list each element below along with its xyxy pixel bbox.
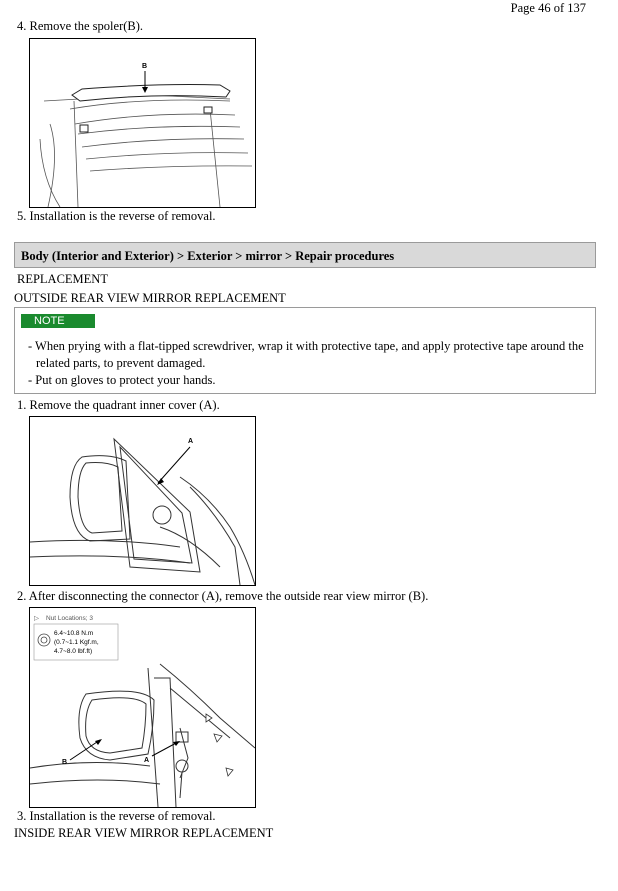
quadrant-cover-illustration	[30, 417, 255, 585]
step-installation-reverse: 5. Installation is the reverse of removal.	[17, 209, 216, 223]
figure1-label-b: B	[142, 63, 148, 70]
legend-title: Nut Locations; 3	[46, 615, 93, 622]
heading-inside-mirror: INSIDE REAR VIEW MIRROR REPLACEMENT	[14, 826, 274, 840]
figure3-label-b: B	[62, 759, 68, 766]
spoiler-figure	[29, 38, 256, 208]
torque-line1: 6.4~10.8 N.m	[54, 630, 94, 637]
step-installation-reverse-mirror: 3. Installation is the reverse of removal.	[17, 809, 216, 823]
page-number: Page 46 of 137	[510, 1, 586, 15]
note-badge: NOTE	[21, 314, 95, 328]
torque-nut-icon	[38, 634, 50, 646]
nut-legend	[34, 615, 118, 660]
figure2-label-a: A	[188, 438, 194, 445]
note-box	[14, 307, 596, 394]
outside-mirror-illustration	[30, 608, 255, 807]
figure3-label-a: A	[144, 757, 150, 764]
note-item-gloves: - Put on gloves to protect your hands.	[28, 373, 216, 387]
legend-nut-icon: ▷	[34, 615, 39, 622]
note-item-prying-cont: related parts, to prevent damaged.	[36, 356, 206, 370]
outside-mirror-figure	[29, 607, 256, 808]
step-remove-quadrant-cover: 1. Remove the quadrant inner cover (A).	[17, 398, 220, 412]
torque-line3: 4.7~8.0 lbf.ft)	[54, 648, 93, 655]
step-remove-spoiler: 4. Remove the spoler(B).	[17, 19, 144, 33]
note-item-prying: - When prying with a flat-tipped screwdriver, wrap it with protective tape, and apply protective tape around the	[28, 339, 584, 353]
section-breadcrumb-bar	[14, 242, 596, 268]
torque-line2: (0.7~1.1 Kgf.m,	[54, 639, 99, 646]
step-disconnect-connector: 2. After disconnecting the connector (A), remove the outside rear view mirror (B).	[17, 589, 429, 603]
heading-outside-mirror: OUTSIDE REAR VIEW MIRROR REPLACEMENT	[14, 291, 286, 305]
quadrant-cover-figure	[29, 416, 256, 586]
spoiler-illustration	[30, 39, 255, 207]
heading-replacement: REPLACEMENT	[17, 272, 108, 286]
section-breadcrumb: Body (Interior and Exterior) > Exterior > mirror > Repair procedures	[21, 249, 395, 263]
